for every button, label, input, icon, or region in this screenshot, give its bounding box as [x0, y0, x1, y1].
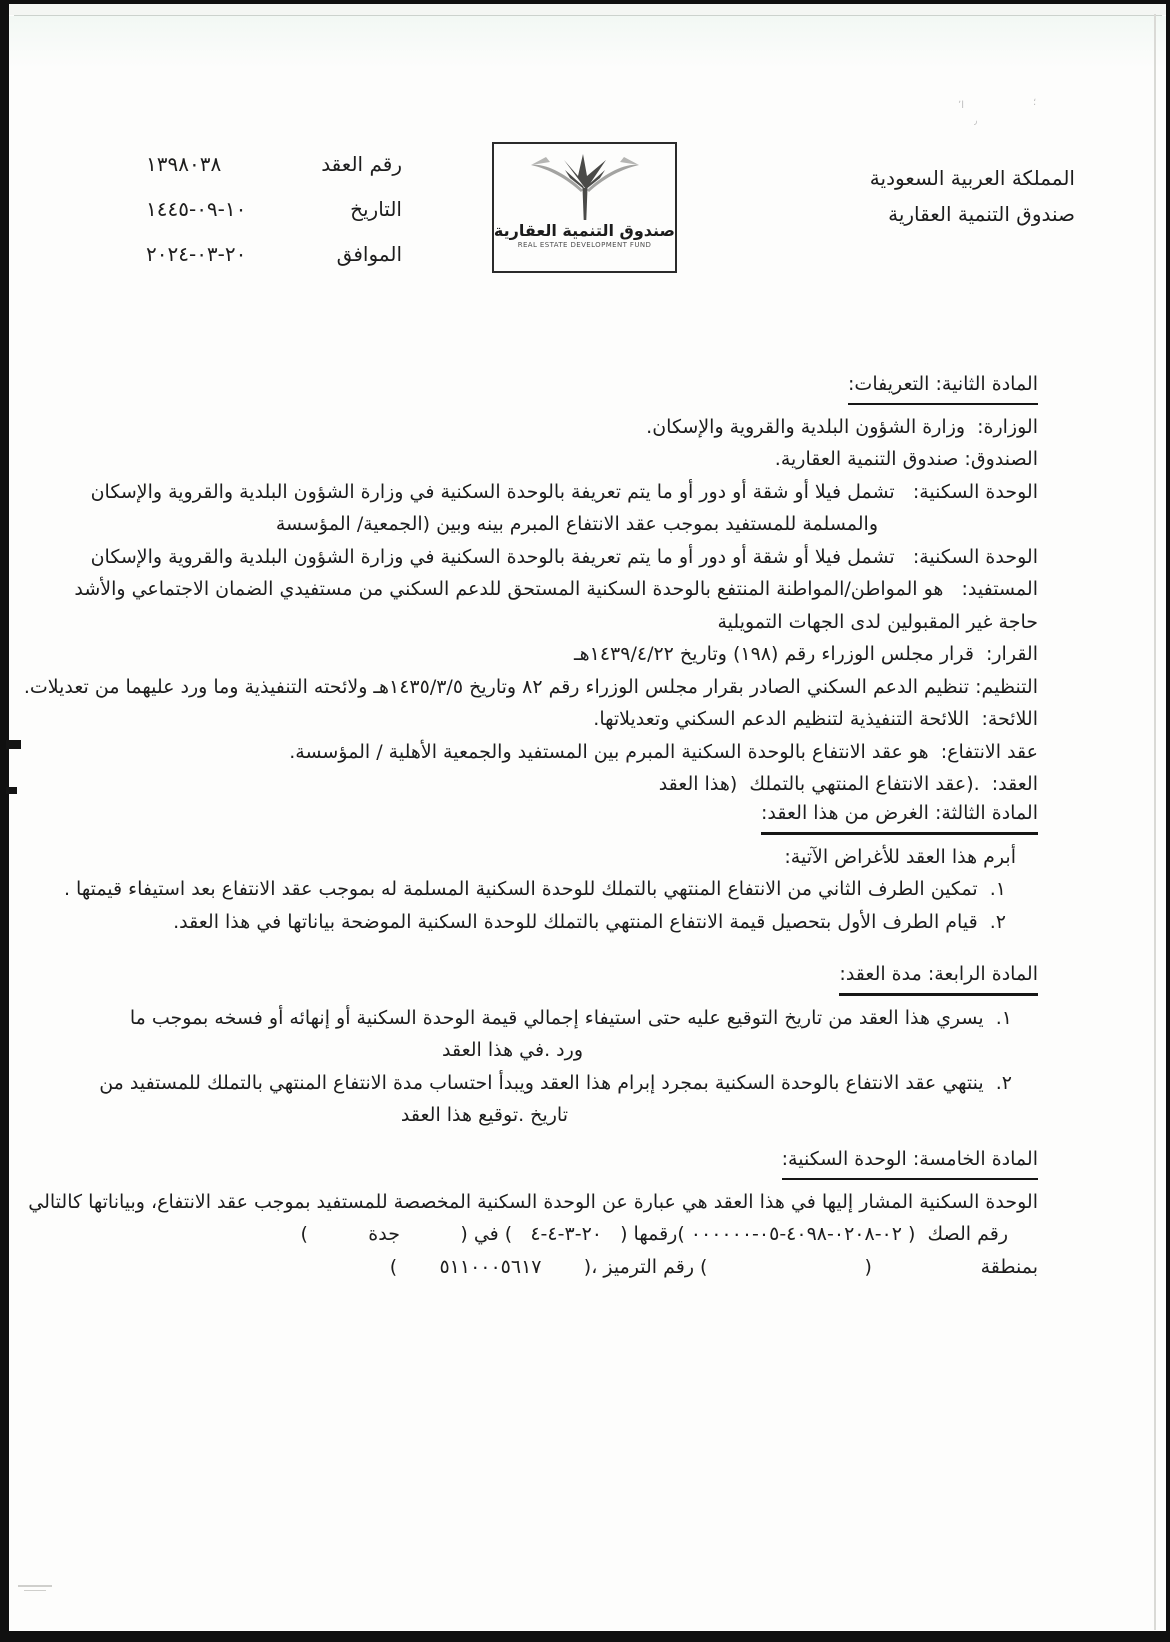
definition-line: العقد: .(عقد الانتفاع المنتهي بالتملك (هذا العقد [658, 773, 1038, 795]
purpose-intro: أبرم هذا العقد للأغراض الآتية: [784, 845, 1016, 868]
scan-right-edge-line [1154, 14, 1156, 1630]
definition-line: الوحدة السكنية: تشمل فيلا أو شقة أو دور أو ما يتم تعريفة بالوحدة السكنية في وزارة الشؤون البلدية والقروية والإسكان [90, 545, 1038, 568]
hijri-date-value: ١٠-٠٩-١٤٤٥ [146, 197, 247, 221]
article-heading: المادة الثانية: التعريفات: [848, 368, 1038, 405]
definition-line: المستفيد: هو المواطن/المواطنة المنتفع بالوحدة السكنية المستحق للدعم السكني من مستفيدي الضمان الاجتماعي والأشد [74, 578, 1038, 600]
scan-scratch [24, 1590, 46, 1591]
gregorian-date-label: الموافق [336, 242, 402, 266]
definition-line: اللائحة: اللائحة التنفيذية لتنظيم الدعم السكني وتعديلاتها. [593, 708, 1038, 730]
list-item-continuation: تاريخ .توقيع هذا العقد [400, 1104, 568, 1126]
list-item: ١. يسري هذا العقد من تاريخ التوقيع عليه حتى استيفاء إجمالي قيمة الوحدة السكنية أو إنهائه أو فسخه بموجب ما [129, 1006, 1012, 1029]
scan-noise-mark: ؛ [1033, 97, 1037, 108]
list-item: ١. تمكين الطرف الثاني من الانتفاع المنتهي بالتملك للوحدة السكنية المسلمة له بموجب عقد الانتفاع بعد استيفاء قيمتها . [63, 878, 1006, 900]
scan-border-mark [6, 787, 17, 794]
definition-continuation: والمسلمة للمستفيد بموجب عقد الانتفاع المبرم بينه وبين (الجمعية/ المؤسسة [275, 513, 878, 535]
scan-top-tint [9, 16, 1166, 68]
article-heading: المادة الخامسة: الوحدة السكنية: [782, 1143, 1038, 1180]
definition-line: التنظيم: تنظيم الدعم السكني الصادر بقرار مجلس الوزراء رقم ٨٢ وتاريخ ١٤٣٥/٣/٥هـ ولائحته التنفيذية وما ورد عليهما من تعديلات. [23, 675, 1038, 698]
list-item-continuation: ورد .في هذا العقد [442, 1039, 583, 1061]
scan-border-mark [6, 740, 21, 749]
logo-english-label: REAL ESTATE DEVELOPMENT FUND [517, 241, 652, 249]
region-code-line: بمنطقة ( ) رقم الترميز ،( ⁦٥١١٠٠٠٥٦١٧⁩ ) [389, 1255, 1038, 1278]
definition-line: القرار: قرار مجلس الوزراء رقم (١٩٨) وتاريخ ١٤٣٩/٤/٢٢هـ [574, 643, 1038, 665]
contract-number-row [146, 150, 402, 178]
scan-noise-mark: ٫ [974, 116, 978, 127]
article-definitions [23, 368, 1038, 801]
hijri-date-label: التاريخ [350, 197, 402, 221]
list-item: ٢. ينتهي عقد الانتفاع بالوحدة السكنية بمجرد إبرام هذا العقد ويبدأ احتساب مدة الانتفاع المنتهي بالتملك للمستفيد من [99, 1071, 1012, 1094]
article-duration [99, 958, 1038, 1132]
hijri-date-row [146, 195, 402, 223]
article-purpose [63, 797, 1038, 938]
scan-top-band [9, 4, 1166, 15]
kingdom-header [870, 160, 1075, 232]
contract-number-value: ١٣٩٨٠٣٨ [146, 152, 222, 176]
housing-unit-paragraph: الوحدة السكنية المشار إليها في هذا العقد هي عبارة عن الوحدة السكنية المخصصة للمستفيد بموجب عقد الانتفاع، وبياناتها كالتالي [28, 1190, 1038, 1213]
palm-tree-icon [526, 148, 644, 222]
definition-line: الوحدة السكنية: تشمل فيلا أو شقة أو دور أو ما يتم تعريفة بالوحدة السكنية في وزارة الشؤون البلدية والقروية والإسكان [90, 480, 1038, 503]
definition-line: عقد الانتفاع: هو عقد الانتفاع بالوحدة السكنية المبرم بين المستفيد والجمعية الأهلية / المؤسسة. [289, 740, 1038, 763]
article-housing-unit [28, 1143, 1038, 1283]
list-item: ٢. قيام الطرف الأول بتحصيل قيمة الانتفاع المنتهي بالتملك للوحدة السكنية الموضحة بياناتها في هذا العقد. [173, 910, 1006, 933]
scan-scratch [18, 1585, 52, 1587]
definition-line: الصندوق: صندوق التنمية العقارية. [774, 448, 1038, 470]
deed-info-line: رقم الصك ( ⁦٠٢-٠٢٠٨-٤٠٩٨-٠٥-٠٠٠٠٠٠⁩ )رقمها ( ⁦٢٠-٣-٤-٤⁩ ) في ( جدة ) [300, 1223, 1008, 1245]
logo-arabic-label: صندوق التنمية العقارية [493, 221, 675, 240]
definition-line: الوزارة: وزارة الشؤون البلدية والقروية والإسكان. [646, 415, 1038, 438]
article-heading: المادة الثالثة: الغرض من هذا العقد: [761, 797, 1038, 835]
gregorian-date-value: ٢٠-٠٣-٢٠٢٤ [146, 242, 247, 266]
kingdom-title: المملكة العربية السعودية [869, 166, 1075, 190]
contract-number-label: رقم العقد [321, 152, 402, 176]
article-heading: المادة الرابعة: مدة العقد: [839, 958, 1038, 996]
contract-header-fields [146, 150, 402, 285]
definition-continuation: حاجة غير المقبولين لدى الجهات التمويلية [717, 610, 1038, 633]
scan-noise-mark: ا٬ [958, 100, 964, 111]
fund-name-title: صندوق التنمية العقارية [888, 202, 1075, 226]
redf-logo [492, 142, 677, 273]
gregorian-date-row [146, 240, 402, 268]
